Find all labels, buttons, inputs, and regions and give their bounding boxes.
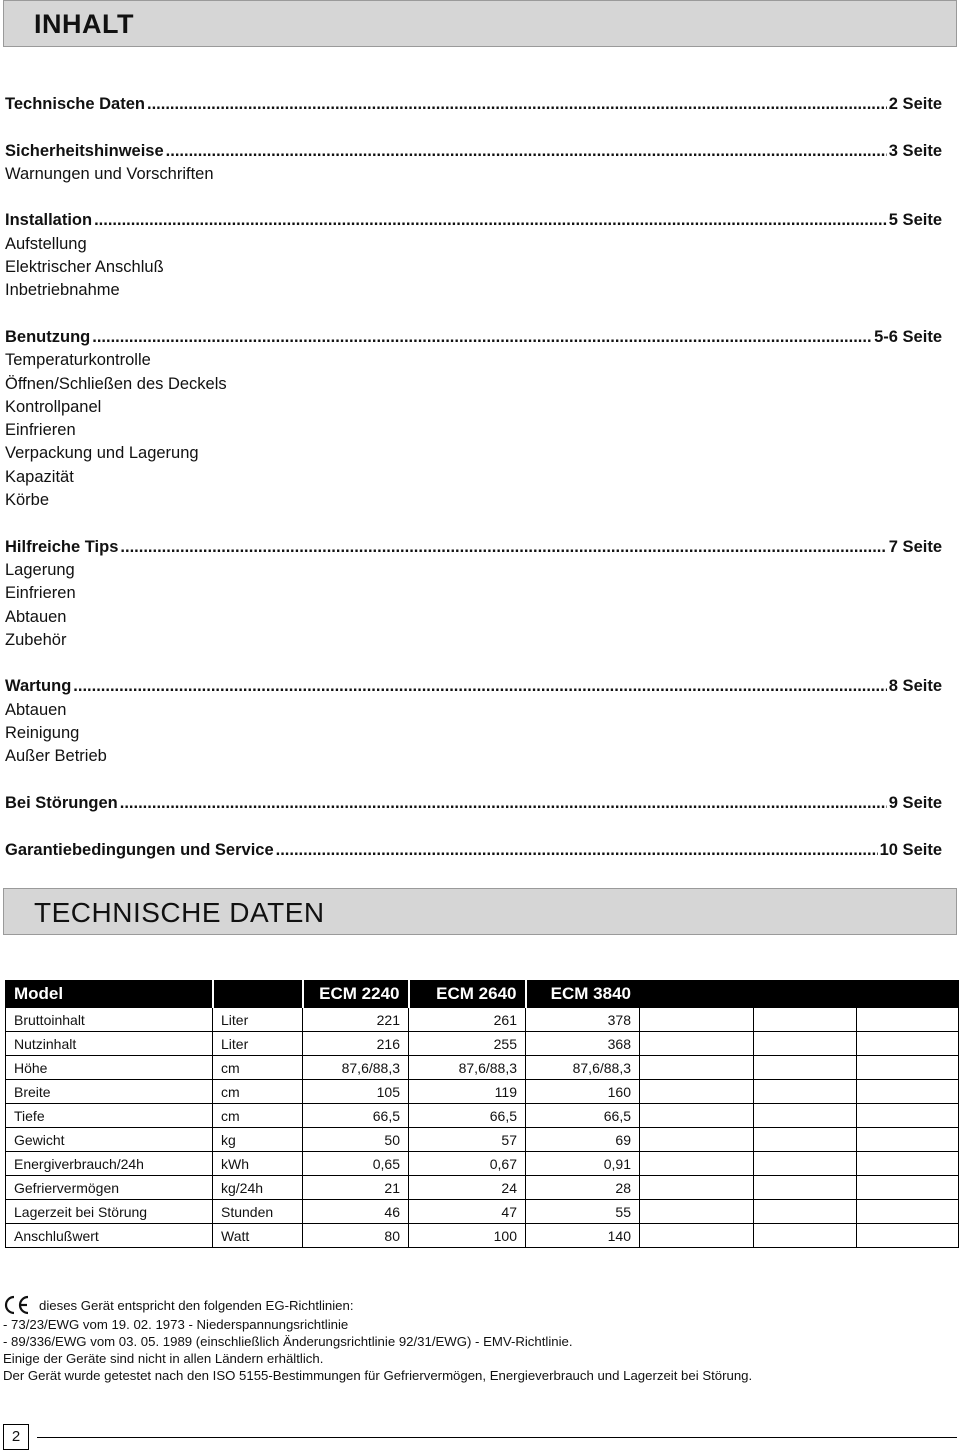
- toc-subentry: Außer Betrieb: [5, 747, 107, 766]
- table-cell: 119: [409, 1080, 526, 1104]
- toc-entry[interactable]: [5, 209, 942, 232]
- table-cell: Watt: [213, 1224, 303, 1248]
- contents-title: INHALT: [34, 9, 134, 39]
- ce-text: dieses Gerät entspricht den folgenden EG-Richtlinien:: [39, 1297, 354, 1313]
- table-cell: 66,5: [526, 1104, 640, 1128]
- table-cell: 140: [526, 1224, 640, 1248]
- table-empty-cell: [857, 1032, 959, 1056]
- table-header-cell: [213, 981, 303, 1008]
- table-cell: Energiverbrauch/24h: [6, 1152, 213, 1176]
- table-empty-cell: [640, 1104, 754, 1128]
- toc-subentry: Warnungen und Vorschriften: [5, 164, 214, 183]
- table-cell: 368: [526, 1032, 640, 1056]
- table-cell: Stunden: [213, 1200, 303, 1224]
- table-cell: kg: [213, 1128, 303, 1152]
- table-cell: cm: [213, 1080, 303, 1104]
- table-cell: Höhe: [6, 1056, 213, 1080]
- table-cell: 221: [303, 1008, 409, 1032]
- toc-entry-title: Benutzung: [5, 327, 91, 346]
- toc-entry-page: 10 Seite: [879, 840, 942, 859]
- compliance-notes: [3, 1294, 752, 1384]
- table-empty-cell: [754, 1032, 857, 1056]
- table-cell: 87,6/88,3: [409, 1056, 526, 1080]
- table-cell: kWh: [213, 1152, 303, 1176]
- toc-entry[interactable]: [5, 839, 942, 862]
- table-empty-cell: [857, 1080, 959, 1104]
- table-cell: 55: [526, 1200, 640, 1224]
- toc-entry-page: 3 Seite: [888, 141, 942, 160]
- table-cell: Gewicht: [6, 1128, 213, 1152]
- toc-entry[interactable]: [5, 792, 942, 815]
- table-cell: cm: [213, 1104, 303, 1128]
- table-cell: Tiefe: [6, 1104, 213, 1128]
- table-cell: Anschlußwert: [6, 1224, 213, 1248]
- toc-subentry: Lagerung: [5, 560, 75, 579]
- table-header-cell: ECM 2240: [303, 981, 409, 1008]
- toc-dot-leader: [73, 675, 887, 698]
- table-cell: 261: [409, 1008, 526, 1032]
- table-cell: 46: [303, 1200, 409, 1224]
- table-empty-cell: [857, 1104, 959, 1128]
- table-empty-cell: [857, 1008, 959, 1032]
- note-line: Der Gerät wurde getestet nach den ISO 5155-Bestimmungen für Gefriervermögen, Energieverbrauch und Lagerzeit bei Störung.: [3, 1368, 753, 1383]
- toc-dot-leader: [276, 839, 878, 862]
- table-row: [6, 1056, 959, 1080]
- toc-subentry: Inbetriebnahme: [5, 281, 120, 300]
- table-header-cell: ECM 2640: [409, 981, 526, 1008]
- table-empty-cell: [754, 1080, 857, 1104]
- toc-entry-title: Technische Daten: [5, 95, 145, 113]
- tech-data-table: [5, 980, 959, 1248]
- toc-entry-title: Bei Störungen: [5, 793, 118, 812]
- toc-spacer: [5, 652, 942, 675]
- toc-subentry: Abtauen: [5, 607, 67, 626]
- table-cell: 28: [526, 1176, 640, 1200]
- table-header-cell: Model: [6, 981, 213, 1008]
- table-cell: 69: [526, 1128, 640, 1152]
- table-row: [6, 1128, 959, 1152]
- table-cell: Liter: [213, 1032, 303, 1056]
- table-empty-cell: [754, 1056, 857, 1080]
- table-cell: 24: [409, 1176, 526, 1200]
- toc-subentry: Einfrieren: [5, 584, 76, 603]
- toc-spacer: [5, 512, 942, 535]
- table-row: [6, 1032, 959, 1056]
- toc-dot-leader: [92, 326, 872, 349]
- table-empty-cell: [857, 1152, 959, 1176]
- note-line: - 73/23/EWG vom 19. 02. 1973 - Niederspannungsrichtlinie: [3, 1317, 349, 1332]
- table-cell: 87,6/88,3: [303, 1056, 409, 1080]
- table-cell: 87,6/88,3: [526, 1056, 640, 1080]
- toc-entry[interactable]: [5, 93, 942, 116]
- note-line: - 89/336/EWG vom 03. 05. 1989 (einschließlich Änderungsrichtlinie 92/31/EWG) - EMV-Richtlinie.: [3, 1334, 573, 1349]
- toc-entry-page: 5-6 Seite: [874, 327, 942, 346]
- toc-entry-page: 5 Seite: [888, 211, 942, 230]
- toc-subentry: Kontrollpanel: [5, 397, 102, 416]
- note-line: Einige der Geräte sind nicht in allen Ländern erhältlich.: [3, 1351, 324, 1366]
- toc-dot-leader: [120, 536, 886, 559]
- table-row: [6, 1008, 959, 1032]
- table-empty-cell: [640, 1008, 754, 1032]
- page-number: 2: [3, 1424, 29, 1450]
- table-row: [6, 1176, 959, 1200]
- table-empty-cell: [754, 1200, 857, 1224]
- toc-spacer: [5, 186, 942, 209]
- table-empty-cell: [640, 1224, 754, 1248]
- table-cell: Bruttoinhalt: [6, 1008, 213, 1032]
- table-empty-cell: [754, 1104, 857, 1128]
- toc-entry-title: Hilfreiche Tips: [5, 537, 119, 556]
- toc-entry[interactable]: [5, 675, 942, 698]
- table-cell: Liter: [213, 1008, 303, 1032]
- table-row: [6, 1080, 959, 1104]
- table-empty-cell: [754, 1224, 857, 1248]
- table-cell: 0,91: [526, 1152, 640, 1176]
- toc-subentry: Körbe: [5, 491, 50, 510]
- toc-subentry: Öffnen/Schließen des Deckels: [5, 374, 227, 393]
- table-cell: 160: [526, 1080, 640, 1104]
- table-empty-cell: [640, 1176, 754, 1200]
- table-cell: 105: [303, 1080, 409, 1104]
- table-header-empty-cell: [640, 981, 754, 1008]
- contents-banner: [3, 0, 957, 47]
- table-empty-cell: [857, 1176, 959, 1200]
- ce-mark-icon: [3, 1294, 33, 1316]
- table-cell: 216: [303, 1032, 409, 1056]
- toc-subentry: Reinigung: [5, 724, 80, 743]
- toc-dot-leader: [166, 140, 887, 163]
- ce-line: [3, 1294, 752, 1316]
- toc-entry-page: 2 Seite: [888, 95, 942, 113]
- toc-spacer: [5, 815, 942, 838]
- toc-dot-leader: [120, 792, 887, 815]
- toc-dot-leader: [147, 93, 887, 116]
- toc-subentry: Elektrischer Anschluß: [5, 258, 164, 277]
- toc-subentry: Temperaturkontrolle: [5, 351, 151, 370]
- table-row: [6, 1152, 959, 1176]
- table-empty-cell: [857, 1224, 959, 1248]
- table-cell: cm: [213, 1056, 303, 1080]
- toc-dot-leader: [94, 209, 887, 232]
- toc-subentry: Kapazität: [5, 467, 74, 486]
- table-empty-cell: [640, 1128, 754, 1152]
- toc-subentry: Zubehör: [5, 630, 67, 649]
- table-cell: 378: [526, 1008, 640, 1032]
- table-empty-cell: [857, 1200, 959, 1224]
- table-empty-cell: [857, 1128, 959, 1152]
- toc-spacer: [5, 303, 942, 326]
- tech-data-banner: [3, 888, 957, 935]
- toc-entry-title: Garantiebedingungen und Service: [5, 840, 274, 859]
- table-empty-cell: [754, 1152, 857, 1176]
- toc-spacer: [5, 769, 942, 792]
- table-header-row: [6, 981, 959, 1008]
- table-header-cell: ECM 3840: [526, 981, 640, 1008]
- toc-entry-title: Sicherheitshinweise: [5, 141, 164, 160]
- table-row: [6, 1200, 959, 1224]
- table-cell: 57: [409, 1128, 526, 1152]
- table-cell: 0,67: [409, 1152, 526, 1176]
- table-cell: kg/24h: [213, 1176, 303, 1200]
- table-empty-cell: [640, 1080, 754, 1104]
- table-of-contents: [5, 93, 942, 862]
- table-cell: 66,5: [303, 1104, 409, 1128]
- toc-entry-title: Wartung: [5, 677, 72, 696]
- table-header-empty-cell: [857, 981, 959, 1008]
- toc-entry-page: 9 Seite: [888, 793, 942, 812]
- table-row: [6, 1224, 959, 1248]
- table-empty-cell: [640, 1032, 754, 1056]
- toc-subentry: Einfrieren: [5, 421, 76, 440]
- tech-data-title: TECHNISCHE DATEN: [34, 897, 325, 928]
- table-empty-cell: [754, 1008, 857, 1032]
- table-cell: 66,5: [409, 1104, 526, 1128]
- table-empty-cell: [857, 1056, 959, 1080]
- toc-spacer: [5, 116, 942, 139]
- table-empty-cell: [754, 1176, 857, 1200]
- table-cell: 47: [409, 1200, 526, 1224]
- table-empty-cell: [754, 1128, 857, 1152]
- table-cell: 50: [303, 1128, 409, 1152]
- toc-entry[interactable]: [5, 140, 942, 163]
- toc-entry[interactable]: [5, 536, 942, 559]
- toc-entry-title: Installation: [5, 211, 93, 230]
- footer-rule: [37, 1437, 957, 1438]
- table-cell: 80: [303, 1224, 409, 1248]
- table-empty-cell: [640, 1056, 754, 1080]
- toc-entry-page: 7 Seite: [888, 537, 942, 556]
- table-empty-cell: [640, 1152, 754, 1176]
- toc-subentry: Abtauen: [5, 700, 67, 719]
- table-cell: 21: [303, 1176, 409, 1200]
- table-header-empty-cell: [754, 981, 857, 1008]
- toc-entry-page: 8 Seite: [888, 677, 942, 696]
- table-cell: 255: [409, 1032, 526, 1056]
- table-empty-cell: [640, 1200, 754, 1224]
- table-cell: Nutzinhalt: [6, 1032, 213, 1056]
- table-row: [6, 1104, 959, 1128]
- table-cell: 0,65: [303, 1152, 409, 1176]
- table-cell: Breite: [6, 1080, 213, 1104]
- table-cell: Gefriervermögen: [6, 1176, 213, 1200]
- table-cell: Lagerzeit bei Störung: [6, 1200, 213, 1224]
- toc-entry[interactable]: [5, 326, 942, 349]
- toc-subentry: Verpackung und Lagerung: [5, 444, 199, 463]
- table-cell: 100: [409, 1224, 526, 1248]
- toc-subentry: Aufstellung: [5, 234, 87, 253]
